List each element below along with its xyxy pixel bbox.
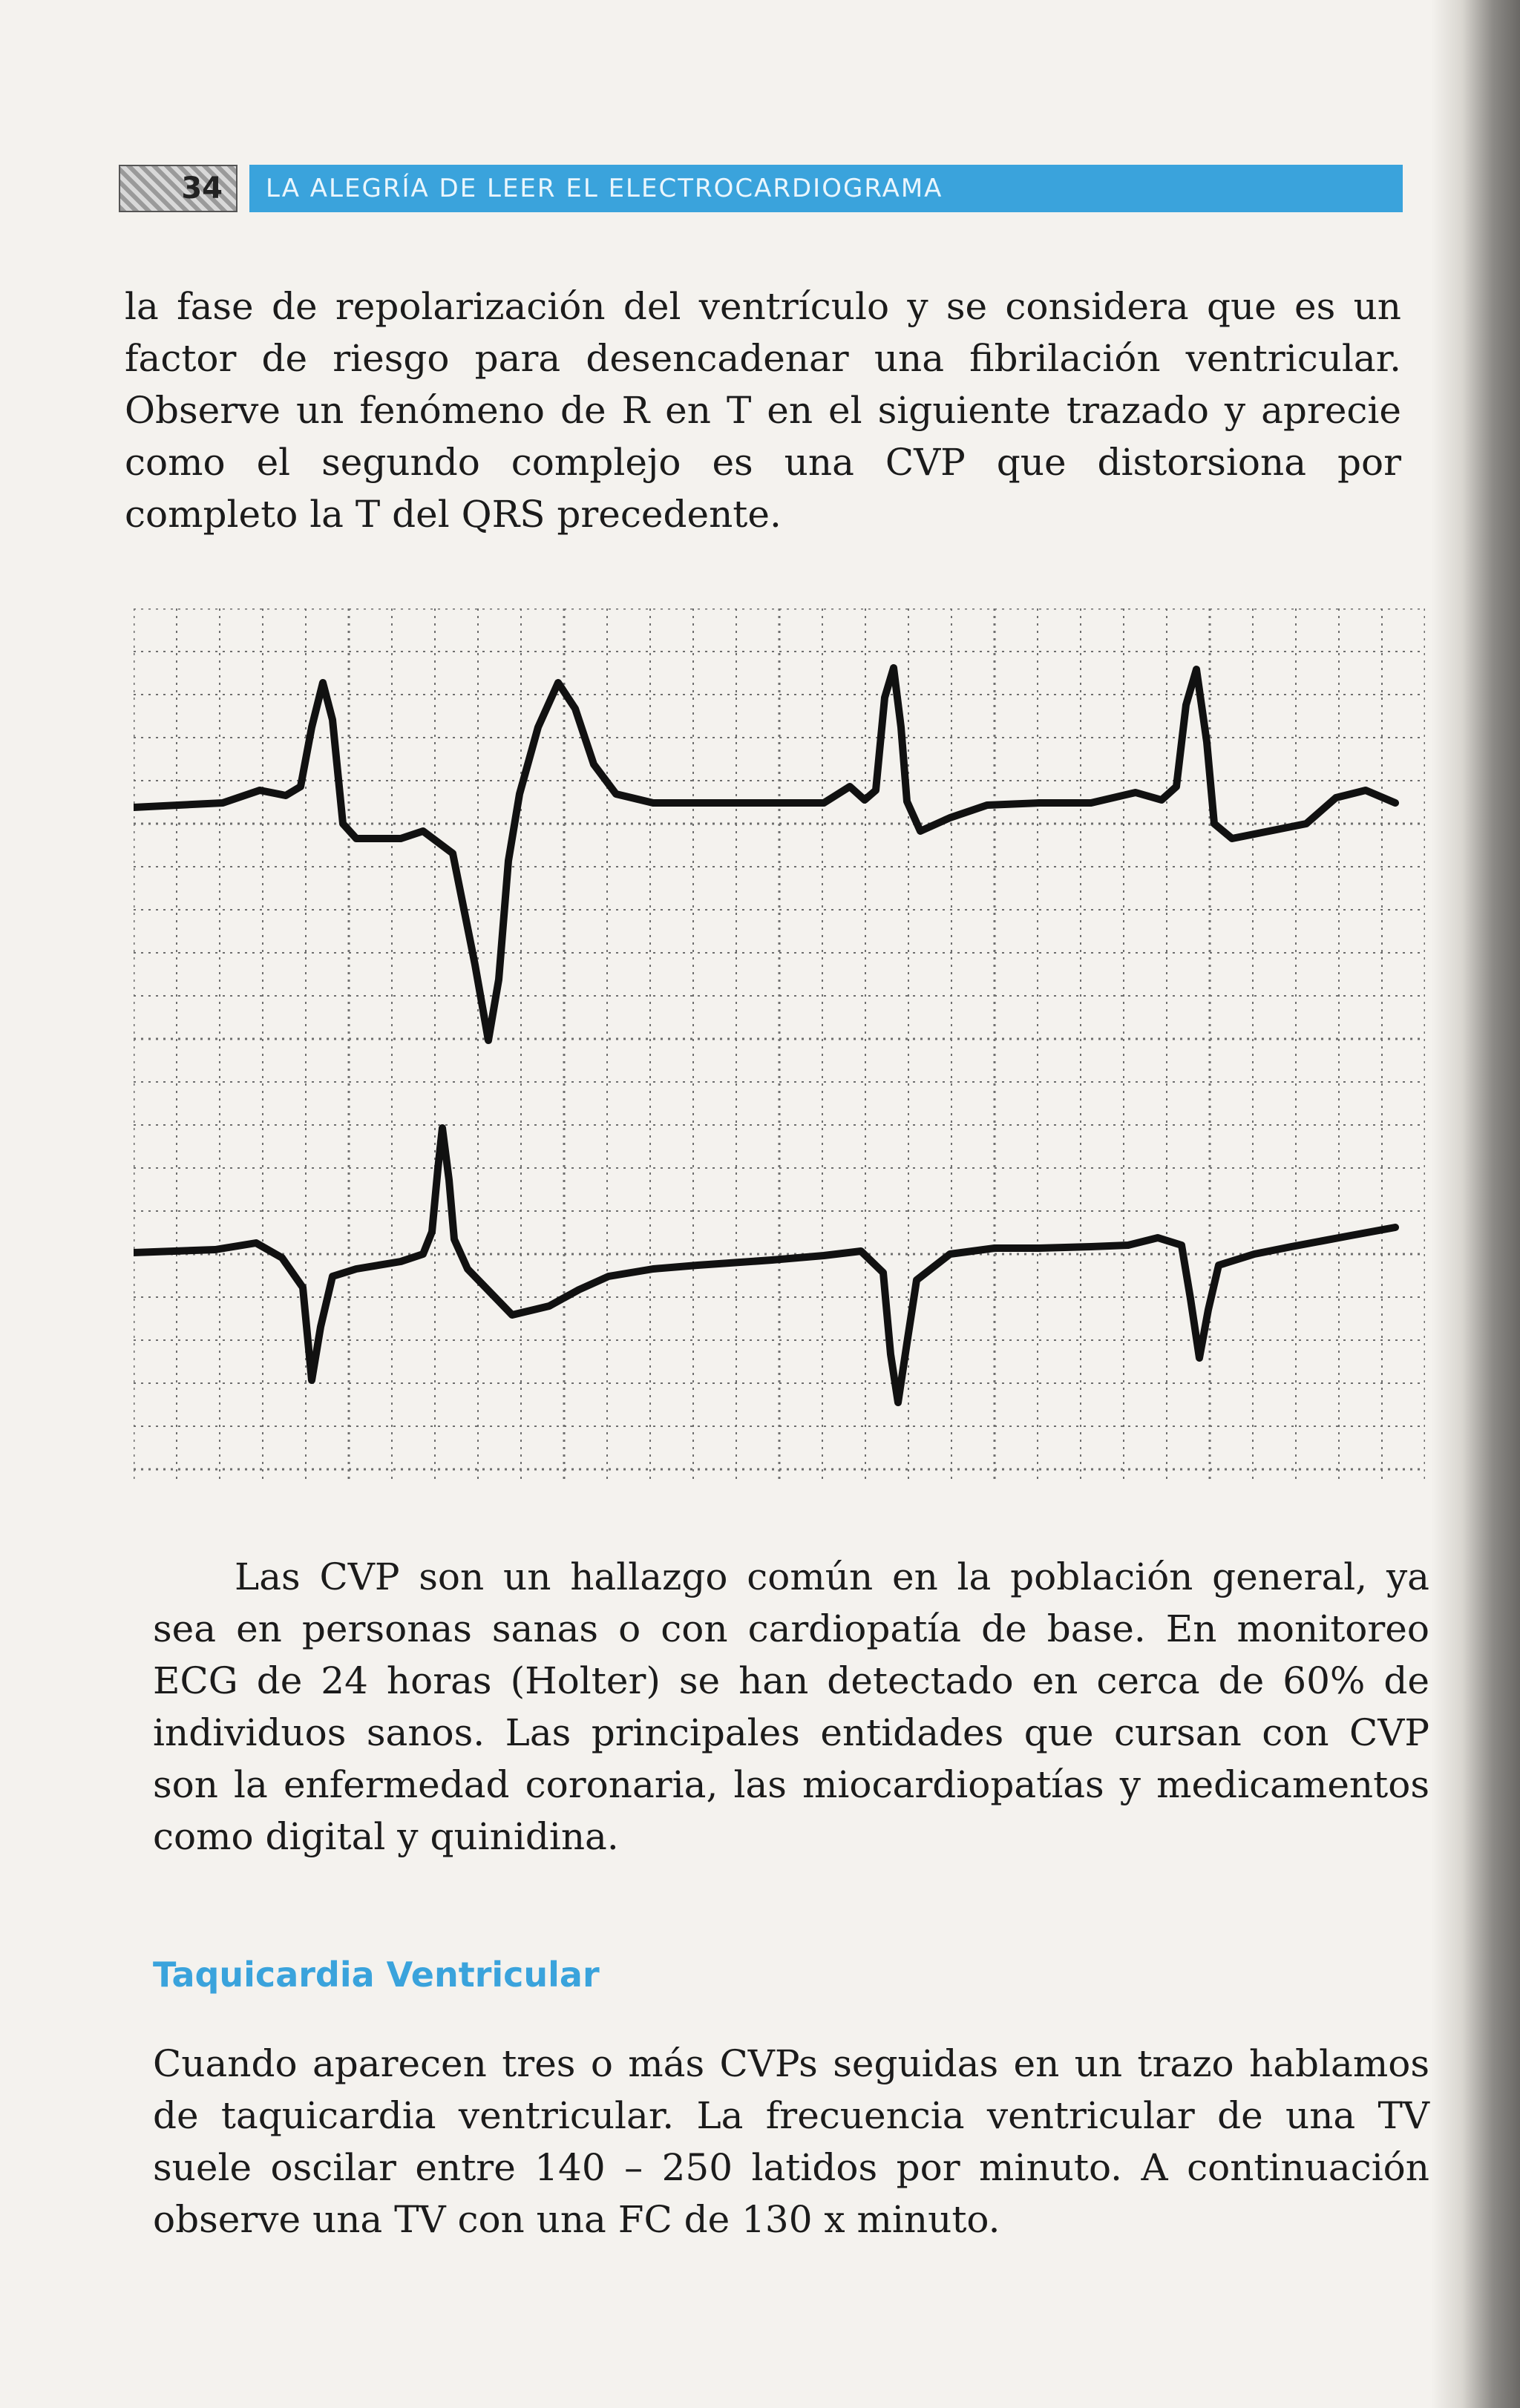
ecg-trace-bottom — [134, 1128, 1395, 1403]
paragraph-cvp-prevalence: Las CVP son un hallazgo común en la población general, ya sea en personas sanas o con cardiopatía de base. En monitoreo ECG de 24 horas (Holter) se han detectado en cerca de 60% de individuos sanos. Las principales entidades que cursan con CVP son la enfermedad coronaria, las miocardiopatías y medicamentos como digital y quinidina. — [153, 1555, 1429, 1858]
section-heading: Taquicardia Ventricular — [153, 1955, 600, 1995]
book-spine-shadow — [1431, 0, 1520, 2408]
paragraph-repolarization: la fase de repolarización del ventrículo y se considera que es un factor de riesgo para desencadenar una fibrilación ventricular. Observe un fenómeno de R en T en el siguiente trazado y aprecie como el segundo complejo es una CVP que distorsiona por completo la T del QRS precedente. — [125, 285, 1401, 536]
ecg-trace-top — [134, 668, 1395, 1040]
ecg-strip-figure — [134, 608, 1425, 1484]
page-number: 34 — [119, 165, 238, 212]
ecg-grid — [134, 608, 1425, 1484]
paragraph-ventricular-tachycardia: Cuando aparecen tres o más CVPs seguidas en un trazo hablamos de taquicardia ventricular. La frecuencia ventricular de una TV suele oscilar entre 140 – 250 latidos por minuto. A continuación observe una TV con una FC de 130 x minuto. — [153, 2042, 1429, 2241]
running-title: LA ALEGRÍA DE LEER EL ELECTROCARDIOGRAMA — [249, 165, 1403, 212]
page-header — [119, 165, 1403, 212]
